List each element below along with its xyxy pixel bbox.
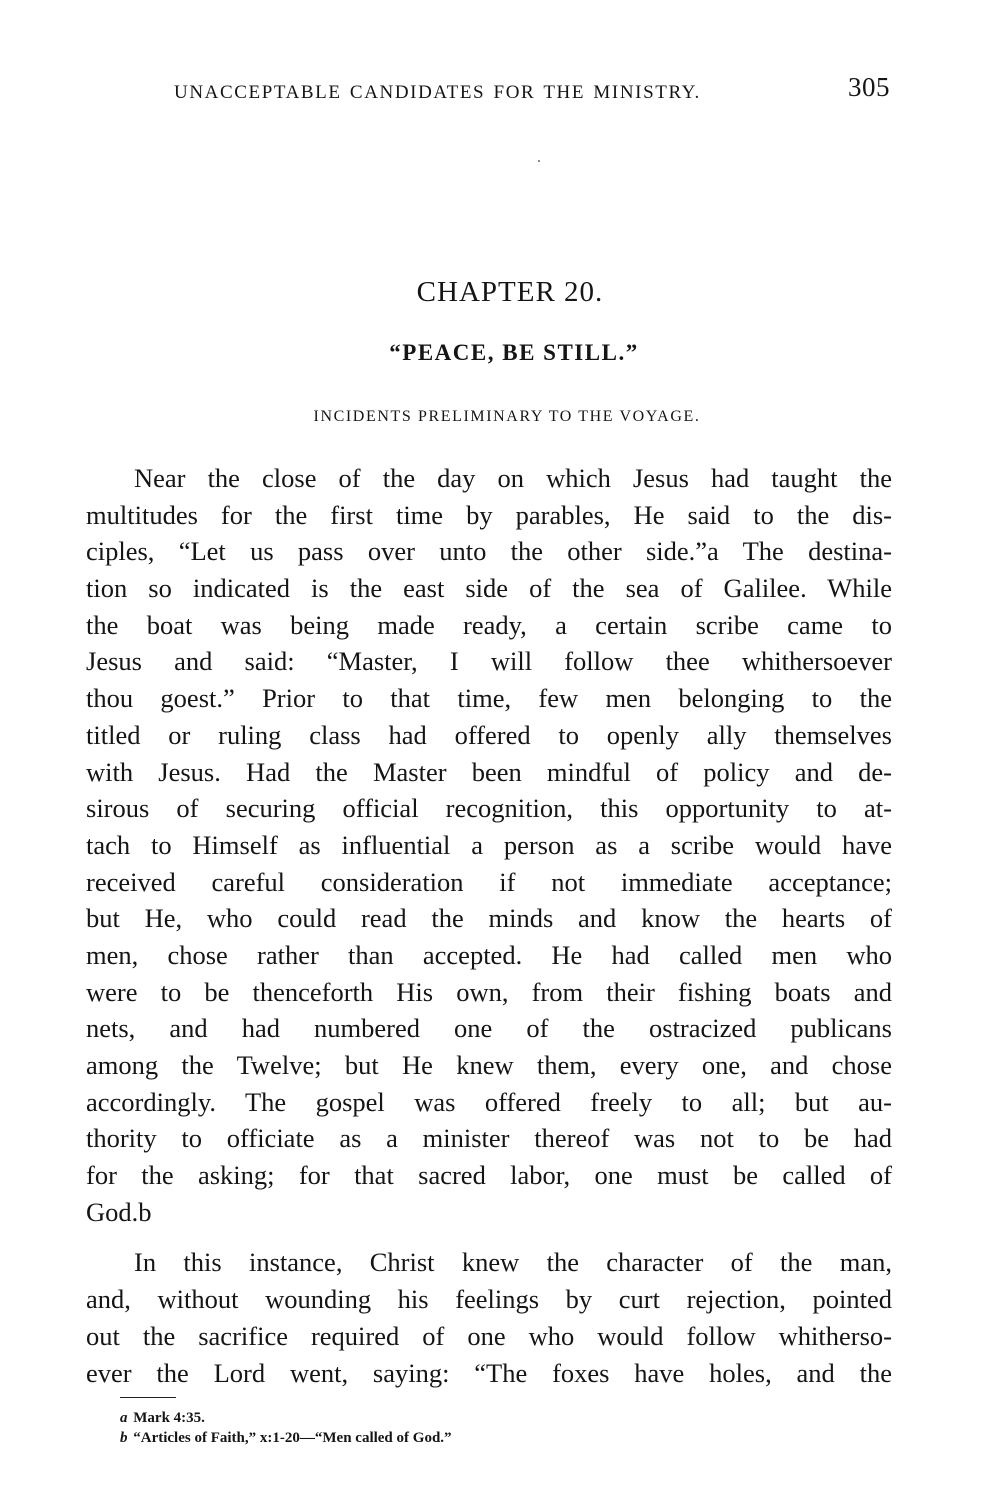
text-line: the boat was being made ready, a certain scribe came to (86, 609, 892, 640)
footnotes (120, 1408, 820, 1448)
text-line: for the asking; for that sacred labor, one must be called of (86, 1160, 892, 1191)
text-line: Near the close of the day on which Jesus had taught the (134, 463, 892, 493)
text-line: God.b (86, 1196, 152, 1227)
running-title: UNACCEPTABLE CANDIDATES FOR THE MINISTRY. (174, 82, 701, 103)
footnote-rule (120, 1397, 176, 1398)
text-line: thou goest.” Prior to that time, few men belonging to the (86, 683, 892, 714)
section-heading: INCIDENTS PRELIMINARY TO THE VOYAGE. (313, 408, 701, 425)
footnote-a (120, 1408, 820, 1428)
text-line: thority to officiate as a minister thereof was not to be had (86, 1123, 892, 1154)
text-line: ciples, “Let us pass over unto the other side.”a The destina- (86, 536, 892, 567)
body-text (86, 460, 892, 1391)
text-line: nets, and had numbered one of the ostracized publicans (86, 1013, 892, 1044)
text-line: Jesus and said: “Master, I will follow thee whithersoever (86, 646, 892, 677)
text-line: multitudes for the first time by parables, He said to the dis- (86, 499, 892, 530)
chapter-title: “PEACE, BE STILL.” (389, 340, 639, 365)
footnote-mark: a (120, 1410, 128, 1426)
text-line: out the sacrifice required of one who would follow whitherso- (86, 1320, 892, 1351)
text-line: but He, who could read the minds and know the hearts of (86, 903, 892, 934)
footnote-text: Mark 4:35. (133, 1410, 205, 1426)
text-line: men, chose rather than accepted. He had called men who (86, 939, 892, 970)
text-line: tion so indicated is the east side of the sea of Galilee. While (86, 573, 892, 604)
text-line: with Jesus. Had the Master been mindful of policy and de- (86, 756, 892, 787)
text-line: accordingly. The gospel was offered freely to all; but au- (86, 1086, 892, 1117)
text-line: sirous of securing official recognition, this opportunity to at- (86, 793, 892, 824)
paragraph-2 (86, 1244, 892, 1391)
footnote-text: “Articles of Faith,” x:1-20—“Men called of God.” (133, 1430, 452, 1446)
paragraph-gap (86, 1230, 892, 1244)
page-number: 305 (848, 72, 890, 102)
text-line: received careful consideration if not immediate acceptance; (86, 866, 892, 897)
text-line: tach to Himself as influential a person as a scribe would have (86, 829, 892, 860)
print-speck (538, 160, 540, 162)
text-line: among the Twelve; but He knew them, every one, and chose (86, 1050, 892, 1080)
text-line: and, without wounding his feelings by curt rejection, pointed (86, 1284, 892, 1315)
running-head (170, 72, 890, 112)
text-line: titled or ruling class had offered to openly ally themselves (86, 719, 892, 750)
paragraph-1 (86, 460, 892, 1230)
text-line: In this instance, Christ knew the character of the man, (134, 1247, 892, 1278)
footnote-mark: b (120, 1430, 128, 1446)
text-line: ever the Lord went, saying: “The foxes have holes, and the (86, 1357, 892, 1388)
chapter-heading: CHAPTER 20. (416, 276, 604, 308)
text-line: were to be thenceforth His own, from their fishing boats and (86, 976, 892, 1007)
footnote-b (120, 1428, 820, 1448)
